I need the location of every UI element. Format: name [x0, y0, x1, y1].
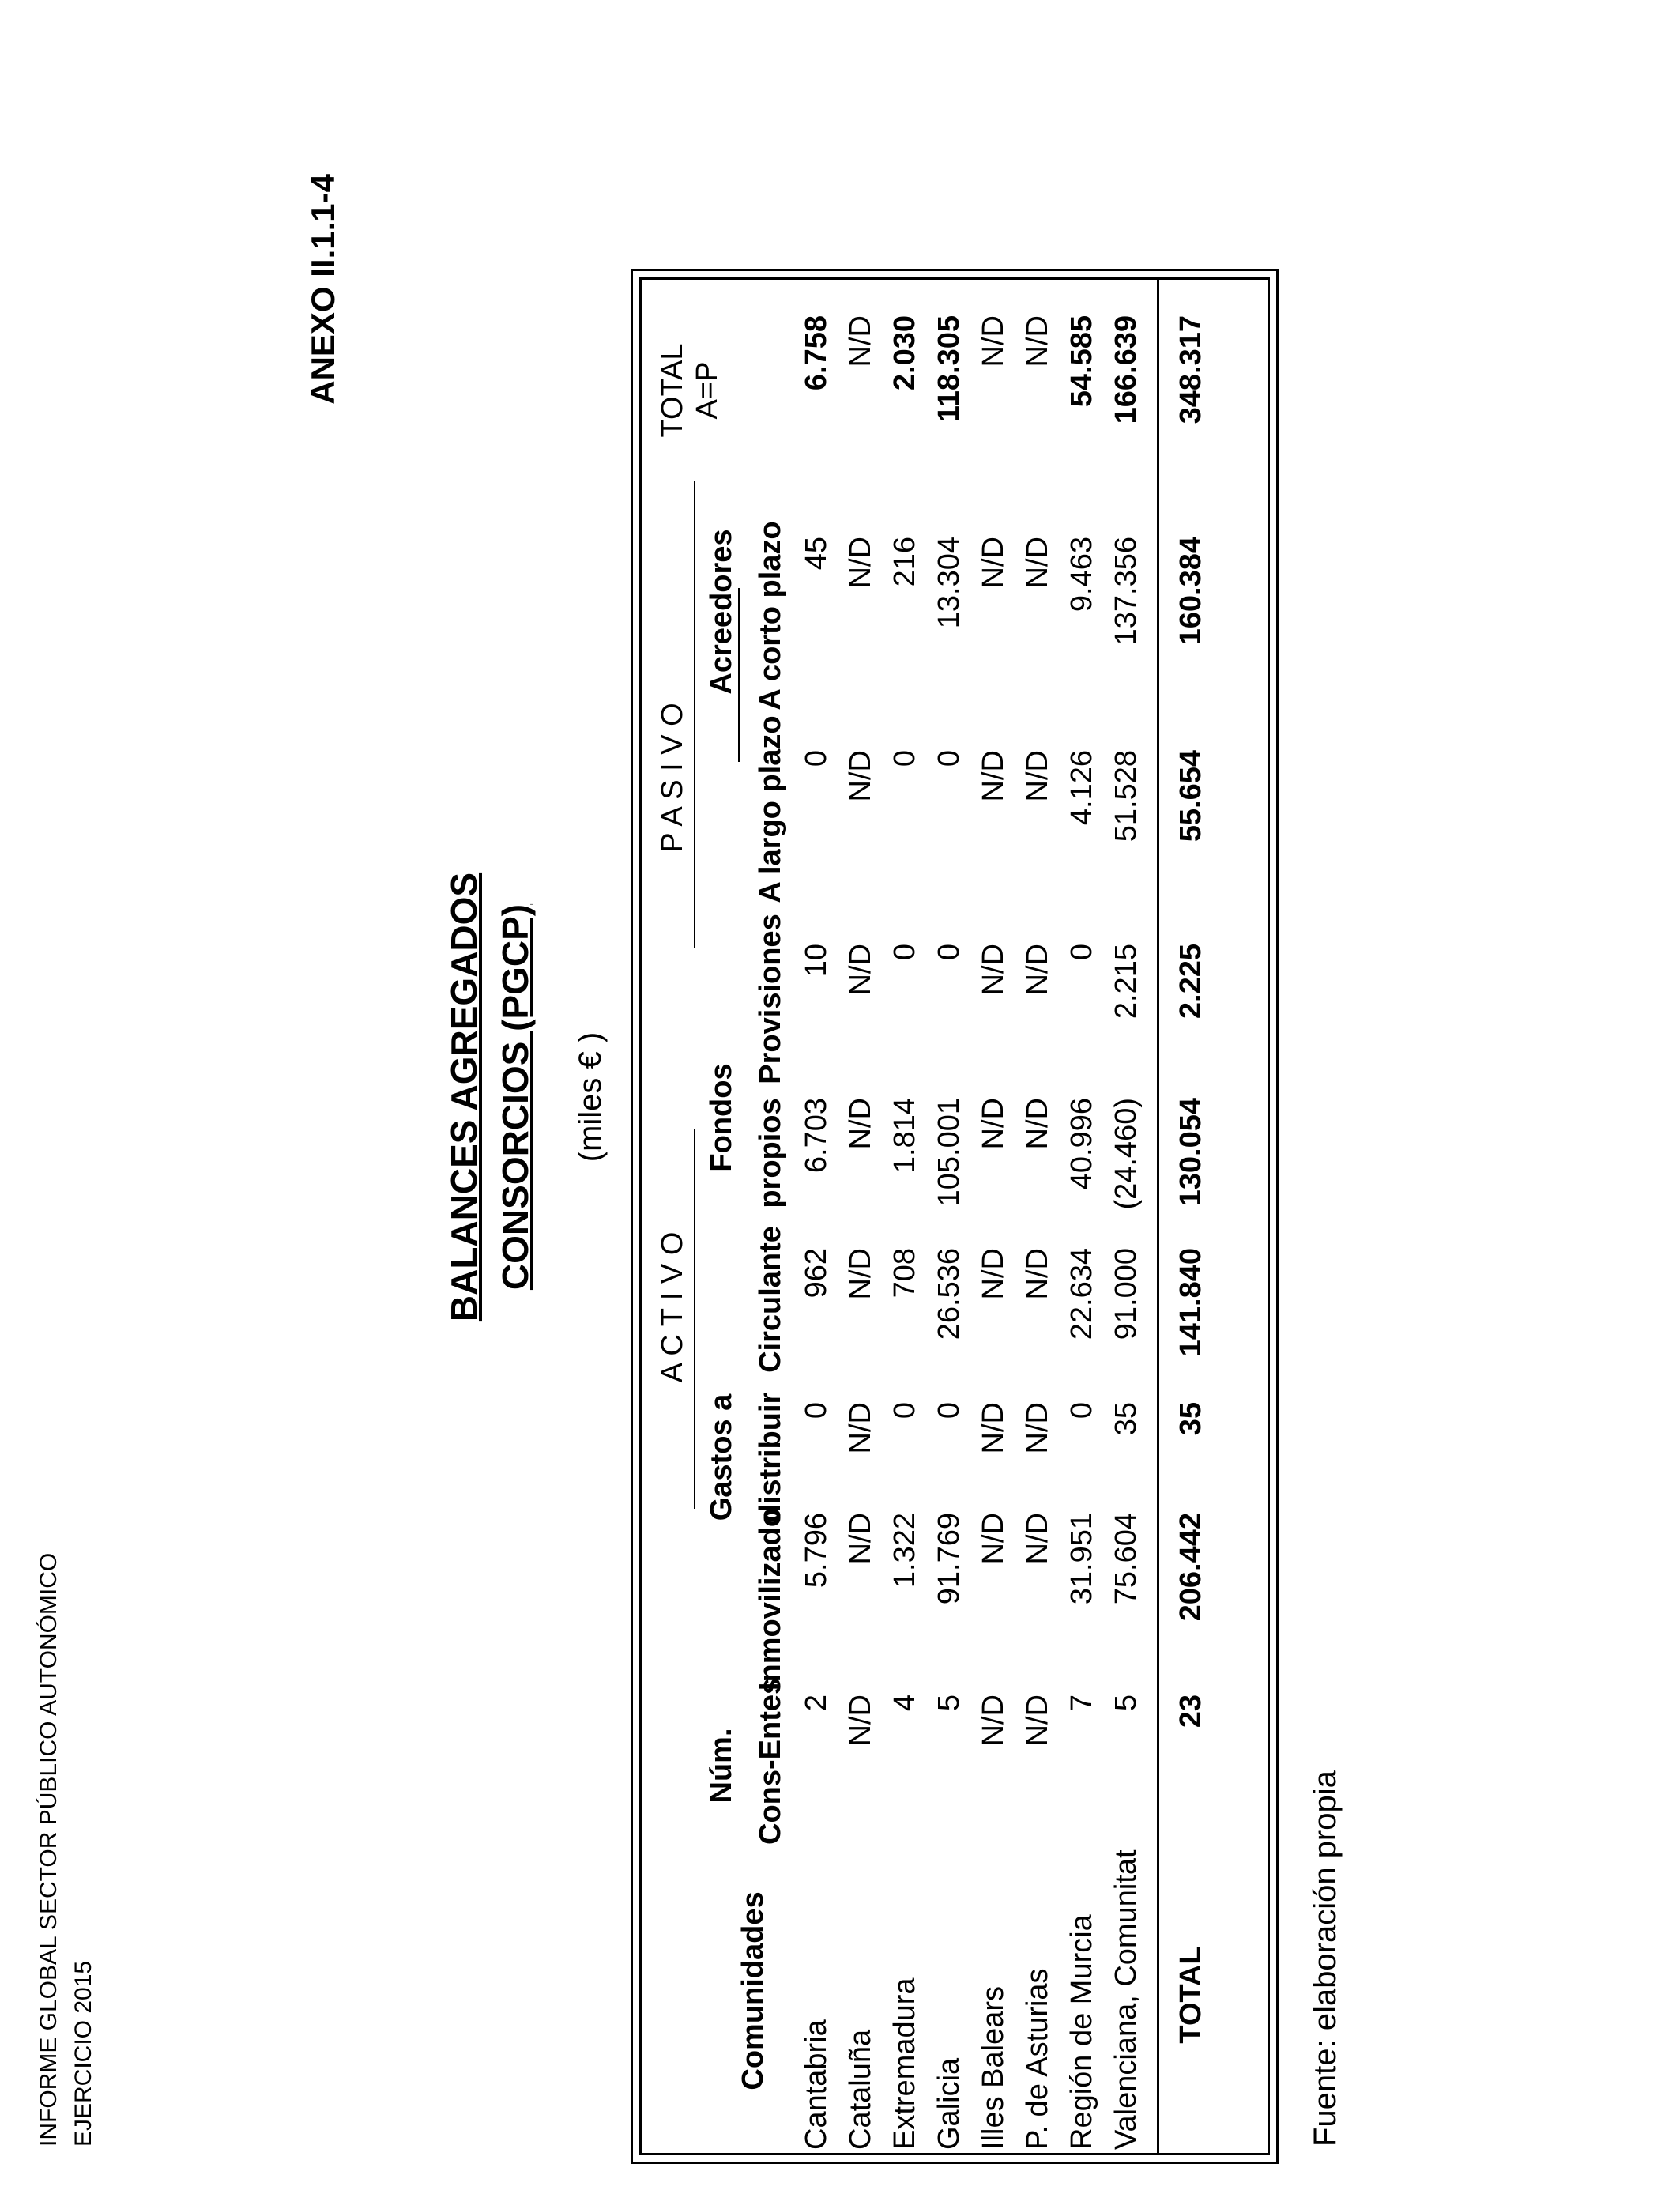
- col-acreedores: Acreedores: [705, 529, 738, 695]
- cell-circ: N/D: [977, 1248, 1010, 1300]
- table-subtitle: CONSORCIOS (PGCP): [495, 903, 536, 1291]
- cell-name: Valenciana, Comunitat: [1109, 1849, 1143, 2150]
- cell-total: 2.030: [888, 315, 921, 391]
- cell-circ: 91.000: [1109, 1248, 1143, 1340]
- total-total: 348.317: [1174, 315, 1207, 424]
- cell-name: Cantabria: [800, 2019, 833, 2150]
- cell-largo: N/D: [977, 750, 1010, 802]
- cell-circ: N/D: [1021, 1248, 1054, 1300]
- cell-corto: 137.356: [1109, 537, 1143, 646]
- cell-prov: 0: [1065, 944, 1098, 961]
- cell-corto: 13.304: [932, 537, 966, 629]
- cell-gastos: 0: [1065, 1402, 1098, 1419]
- cell-gastos: 0: [888, 1402, 921, 1419]
- cell-circ: 708: [888, 1248, 921, 1299]
- total-fondos: 130.054: [1174, 1098, 1207, 1207]
- cell-corto: 45: [800, 537, 833, 571]
- cell-name: P. de Asturias: [1021, 1968, 1054, 2150]
- cell-prov: N/D: [1021, 944, 1054, 996]
- cell-total: 54.585: [1065, 315, 1098, 408]
- activo-divider: [694, 1129, 695, 1509]
- cell-corto: 216: [888, 537, 921, 587]
- col-circulante: Circulante: [754, 1226, 787, 1373]
- cell-prov: 0: [888, 944, 921, 961]
- cell-name: Región de Murcia: [1065, 1914, 1098, 2150]
- cell-inmov: 31.951: [1065, 1513, 1098, 1605]
- cell-largo: 0: [888, 750, 921, 767]
- cell-fondos: N/D: [977, 1098, 1010, 1150]
- col-fondos-line1: Fondos: [705, 1063, 738, 1172]
- cell-largo: N/D: [1021, 750, 1054, 802]
- col-total-line1: TOTAL: [656, 343, 689, 438]
- table-body: [639, 277, 1270, 2155]
- cell-total: N/D: [844, 315, 877, 368]
- cell-fondos: 6.703: [800, 1098, 833, 1174]
- cell-prov: 2.215: [1109, 944, 1143, 1020]
- cell-gastos: N/D: [977, 1402, 1010, 1454]
- col-total-line2: A=P: [691, 361, 724, 420]
- total-name: TOTAL: [1174, 1946, 1207, 2044]
- cell-total: 118.305: [932, 315, 966, 423]
- cell-name: Galicia: [932, 2057, 966, 2150]
- cell-total: 166.639: [1109, 315, 1143, 424]
- acreedores-divider: [738, 588, 740, 762]
- cell-gastos: 0: [800, 1402, 833, 1419]
- col-fondos-line2: propios: [754, 1098, 787, 1208]
- cell-total: N/D: [1021, 315, 1054, 368]
- cell-circ: 22.634: [1065, 1248, 1098, 1340]
- group-pasivo: P A S I V O: [656, 703, 689, 853]
- cell-num: N/D: [844, 1695, 877, 1747]
- cell-fondos: N/D: [844, 1098, 877, 1150]
- cell-corto: N/D: [844, 537, 877, 589]
- cell-inmov: 5.796: [800, 1513, 833, 1589]
- cell-prov: N/D: [844, 944, 877, 996]
- cell-name: Illes Balears: [977, 1986, 1010, 2150]
- units-label: (miles € ): [573, 1031, 608, 1163]
- col-provisiones: Provisiones: [754, 914, 787, 1084]
- total-separator: [1157, 280, 1159, 2153]
- cell-name: Cataluña: [844, 2029, 877, 2150]
- group-activo: A C T I V O: [656, 1231, 689, 1383]
- report-header: [32, 1553, 101, 2147]
- annex-number: ANEXO II.1.1-4: [304, 174, 341, 405]
- cell-num: 5: [932, 1695, 966, 1712]
- cell-name: Extremadura: [888, 1977, 921, 2150]
- cell-gastos: N/D: [1021, 1402, 1054, 1454]
- col-gastos-line1: Gastos a: [705, 1393, 738, 1521]
- cell-num: 2: [800, 1695, 833, 1712]
- table-title: BALANCES AGREGADOS: [443, 872, 484, 1322]
- cell-num: N/D: [1021, 1695, 1054, 1747]
- cell-fondos: 40.996: [1065, 1098, 1098, 1190]
- cell-total: N/D: [977, 315, 1010, 368]
- cell-num: 7: [1065, 1695, 1098, 1712]
- report-year: EJERCICIO 2015: [70, 1960, 96, 2147]
- cell-fondos: N/D: [1021, 1098, 1054, 1150]
- total-prov: 2.225: [1174, 944, 1207, 1020]
- source-note: Fuente: elaboración propia: [1308, 1770, 1343, 2147]
- report-title: INFORME GLOBAL SECTOR PÚBLICO AUTONÓMICO: [36, 1552, 62, 2147]
- total-circ: 141.840: [1174, 1248, 1207, 1357]
- total-num: 23: [1174, 1695, 1207, 1728]
- balance-table: [631, 269, 1279, 2164]
- col-num-line2: Cons-Entes: [754, 1677, 787, 1845]
- cell-fondos: 1.814: [888, 1098, 921, 1174]
- cell-corto: N/D: [977, 537, 1010, 589]
- cell-inmov: 91.769: [932, 1513, 966, 1605]
- cell-circ: 26.536: [932, 1248, 966, 1340]
- cell-inmov: 1.322: [888, 1513, 921, 1589]
- col-largo-plazo: A largo plazo: [754, 715, 787, 903]
- col-num-line1: Núm.: [705, 1728, 738, 1804]
- cell-num: 4: [888, 1695, 921, 1712]
- total-inmov: 206.442: [1174, 1513, 1207, 1622]
- cell-num: 5: [1109, 1695, 1143, 1712]
- cell-gastos: 35: [1109, 1402, 1143, 1436]
- cell-inmov: N/D: [844, 1513, 877, 1565]
- pasivo-divider: [694, 481, 695, 948]
- col-comunidades: Comunidades: [736, 1891, 770, 2090]
- cell-corto: 9.463: [1065, 537, 1098, 613]
- cell-largo: 4.126: [1065, 750, 1098, 826]
- total-largo: 55.654: [1174, 750, 1207, 843]
- cell-inmov: N/D: [977, 1513, 1010, 1565]
- cell-inmov: N/D: [1021, 1513, 1054, 1565]
- cell-prov: N/D: [977, 944, 1010, 996]
- cell-largo: 51.528: [1109, 750, 1143, 843]
- cell-largo: 0: [932, 750, 966, 767]
- col-gastos-line2: distribuir: [754, 1392, 787, 1523]
- total-corto: 160.384: [1174, 537, 1207, 646]
- cell-gastos: N/D: [844, 1402, 877, 1454]
- cell-largo: 0: [800, 750, 833, 767]
- cell-largo: N/D: [844, 750, 877, 802]
- cell-circ: N/D: [844, 1248, 877, 1300]
- total-gastos: 35: [1174, 1402, 1207, 1436]
- cell-prov: 0: [932, 944, 966, 961]
- cell-inmov: 75.604: [1109, 1513, 1143, 1605]
- cell-circ: 962: [800, 1248, 833, 1299]
- cell-total: 6.758: [800, 315, 833, 391]
- cell-fondos: 105.001: [932, 1098, 966, 1207]
- cell-corto: N/D: [1021, 537, 1054, 589]
- cell-prov: 10: [800, 944, 833, 978]
- cell-num: N/D: [977, 1695, 1010, 1747]
- cell-fondos: (24.460): [1109, 1098, 1143, 1210]
- col-corto-plazo: A corto plazo: [754, 521, 787, 711]
- cell-gastos: 0: [932, 1402, 966, 1419]
- col-inmovilizado: Inmovilizado: [754, 1508, 787, 1691]
